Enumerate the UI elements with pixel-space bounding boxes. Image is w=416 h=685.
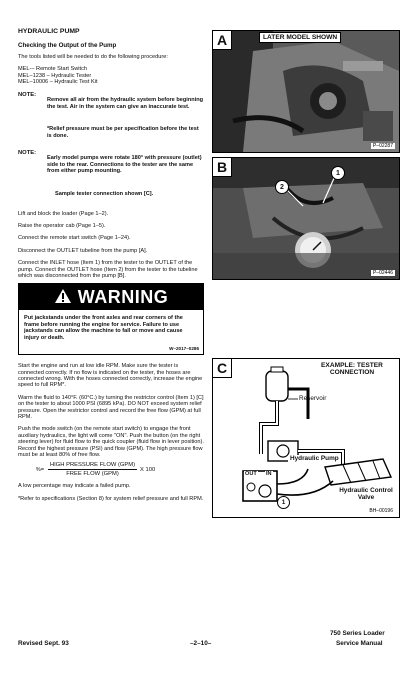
section-subtitle: Checking the Output of the Pump	[18, 42, 117, 49]
formula-fraction	[48, 462, 137, 477]
label-control-valve	[337, 487, 395, 501]
callout-c-1	[277, 496, 290, 509]
paragraph: Push the mode switch (on the remote start switch) to engage the front auxiliary hydraulics, the light will come "ON". Push the button (on the right steering lever) for fluid flow to the quick coupler (fluid flow in lever position). Record the highest pressure (PSI) and flow (GPM). The high pressure flow must be at least 80% of free flow.	[18, 426, 204, 458]
formula-denominator: FREE FLOW (GPM)	[66, 471, 119, 478]
label-out: OUT	[245, 471, 257, 477]
text-column	[18, 28, 204, 502]
note-air	[18, 92, 204, 145]
callout-lines	[213, 158, 399, 279]
step-text: Connect the remote start switch (Page 1–24).	[18, 235, 131, 242]
note-label: NOTE:	[18, 91, 37, 98]
step-text: Lift and block the loader (Page 1–2).	[18, 210, 109, 217]
figure-c-code: BH–00196	[369, 508, 393, 514]
step-text: Disconnect the OUTLET tubeline from the pump [A].	[18, 247, 148, 254]
tool-item: MEL–10006 – Hydraulic Test Kit	[18, 79, 98, 86]
figure-a-code: P–02287	[372, 143, 393, 149]
callout-2-label: 2	[280, 183, 284, 191]
paragraph: *Refer to specifications (Section 8) for system relief pressure and full RPM.	[18, 495, 204, 502]
label-hydraulic-pump: Hydraulic Pump	[290, 455, 339, 462]
figure-b	[212, 157, 400, 280]
section-title: HYDRAULIC PUMP	[18, 28, 80, 35]
figure-b-letter: B	[213, 158, 232, 177]
warning-header	[19, 284, 203, 310]
figure-a	[212, 30, 400, 153]
footer-manual: Service Manual	[336, 640, 383, 647]
tool-item: MEL-– Remote Start Switch	[18, 66, 88, 73]
footer-series: 750 Series Loader	[330, 630, 385, 637]
step-text: Connect the INLET hose (Item 1) from the tester to the OUTLET of the pump. Connect the OUTLET hose (Item 2) from the tester to the tubeline which was disconnected from the pump [B].	[18, 260, 198, 280]
label-control-valve-text: Hydraulic Control Valve	[339, 487, 393, 502]
figure-a-tag: LATER MODEL SHOWN	[259, 32, 341, 43]
warning-code: W–2017–0286	[169, 346, 199, 352]
note-sample: Sample tester connection shown [C].	[55, 190, 154, 197]
tool-item: MEL–1238 – Hydraulic Tester	[18, 72, 92, 79]
warning-box	[18, 283, 204, 355]
flow-formula	[18, 462, 204, 477]
figure-a-photo	[213, 31, 399, 152]
intro-text: The tools listed will be needed to do the following procedure:	[18, 54, 168, 60]
figure-c-letter: C	[213, 359, 232, 378]
callout-1-label: 1	[336, 169, 340, 177]
figure-a-letter: A	[213, 31, 232, 50]
label-reservoir: Reservoir	[299, 395, 327, 402]
warning-title: WARNING	[77, 286, 169, 307]
note-early-model	[18, 150, 204, 203]
warning-triangle-icon	[54, 288, 72, 307]
footer-page-number: –2–10–	[190, 640, 212, 647]
paragraph: Warm the fluid to 140°F. (60°C.) by turning the restrictor control (Item 1) [C] on the tester to about 1000 PSI (6895 kPa). DO NOT exceed system relief pressure. Open the restrictor control and record the free flow (GPM) at full RPM.	[18, 394, 204, 420]
note-text-relief: *Relief pressure must be per specification before the test is done.	[47, 126, 199, 139]
label-in: IN	[266, 471, 272, 477]
paragraph: A low percentage may indicate a failed pump.	[18, 483, 131, 490]
note-text: Early model pumps were rotate 180° with pressure (outlet) side to the rear. Connections to the tester are the same from either pump mounting.	[47, 155, 202, 175]
step-text: Raise the operator cab (Page 1–5).	[18, 223, 106, 230]
note-label: NOTE:	[18, 149, 37, 156]
figure-c	[212, 358, 400, 518]
paragraph: Start the engine and run at low idle RPM. Make sure the tester is connected correctly. If no flow is indicated on the tester, the hoses are connected wrong. With the hoses connected correctly, increase the engine speed to full RPM*.	[18, 363, 203, 389]
formula-multiplier: X 100	[140, 466, 156, 473]
formula-percent: %=	[35, 466, 44, 473]
note-text: Remove all air from the hydraulic system before beginning the test. Air in the system can give an inaccurate test.	[47, 97, 204, 110]
formula-numerator: HIGH PRESSURE FLOW (GPM)	[50, 462, 136, 469]
footer-revised: Revised Sept. 93	[18, 640, 69, 647]
figure-c-title-text: EXAMPLE: TESTER CONNECTION	[321, 362, 383, 377]
figure-b-code: P–02446	[372, 270, 393, 276]
callout-c-1-label: 1	[281, 499, 286, 506]
callout-2	[275, 180, 289, 194]
callout-1	[331, 166, 345, 180]
warning-text: Put jackstands under the front axles and rear corners of the frame before running the engine for service. Failure to use jackstands can allow the machine to fall or move and cause injury or death.	[24, 315, 183, 341]
